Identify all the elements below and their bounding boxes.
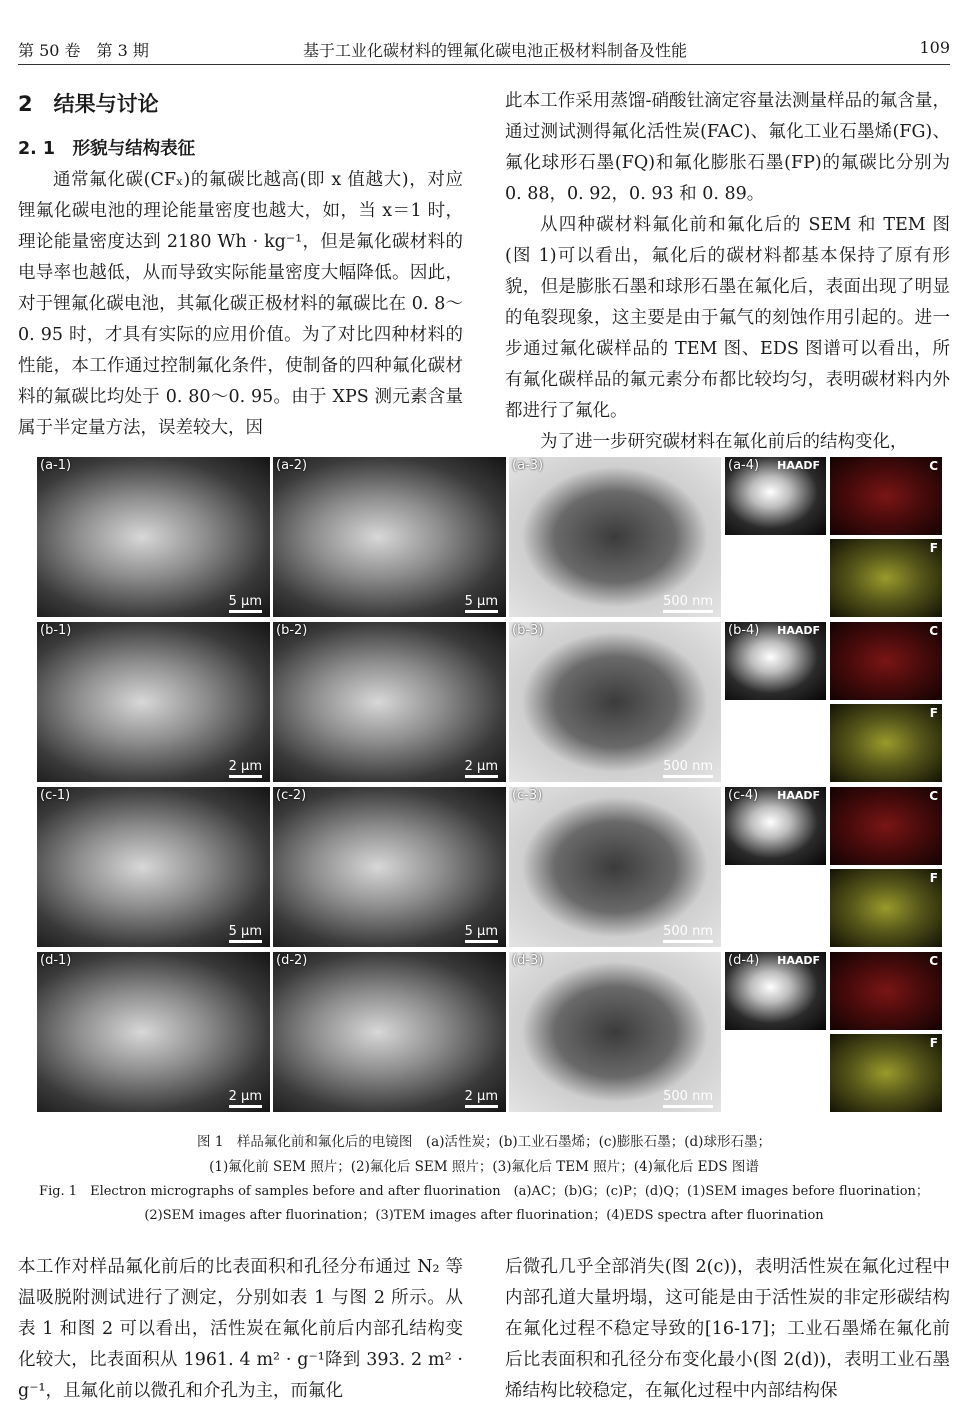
element-label: F: [929, 871, 938, 885]
haadf-image-b4: [725, 622, 826, 700]
panel-label: (d-4): [728, 953, 760, 968]
scale-bar: 2 μm: [465, 759, 498, 778]
tem-image-b3: [509, 622, 721, 782]
sem-image-a1: [37, 457, 270, 617]
scale-bar: 2 μm: [229, 1089, 262, 1108]
paragraph: 为了进一步研究碳材料在氟化前后的结构变化，: [540, 432, 908, 452]
eds-fluorine-map-b: [830, 704, 942, 782]
section-title: 2 结果与讨论: [18, 92, 159, 116]
paragraph: 从四种碳材料氟化前和氟化后的 SEM 和 TEM 图(图 1)可以看出，氟化后的碳材料都基本保持了原有形貌，但是膨胀石墨和球形石墨在氟化后，表面出现了明显的龟裂现象，这主要是由于氟气的刻蚀作用引起的。进一步通过氟化碳样品的 TEM 图、EDS 图谱可以看出，所有氟化碳样品的氟元素分布都比较均匀，表明碳材料内外都进行了氟化。: [505, 215, 950, 421]
element-label: C: [929, 459, 938, 473]
sem-image-c2: [273, 787, 506, 947]
paragraph: 通常氟化碳(CFₓ)的氟碳比越高(即 x 值越大)，对应锂氟化碳电池的理论能量密度也越大，如，当 x＝1 时，理论能量密度达到 2180 Wh · kg⁻¹，但是氟化碳材料的电导率也越低，从而导致实际能量密度大幅降低。因此，对于锂氟化碳电池，其氟化碳正极材料的氟碳比在 0. 8～0. 95 时，才具有实际的应用价值。为了对比四种材料的性能，本工作通过控制氟化条件，使制备的四种氟化碳材料的氟碳比均处于 0. 80～0. 95。由于 XPS 测元素含量属于半定量方法，误差较大，因: [18, 170, 463, 438]
element-label: C: [929, 789, 938, 803]
element-label: F: [929, 1036, 938, 1050]
panel-label: (b-3): [512, 623, 544, 638]
figure-caption-zh-2: (1)氟化前 SEM 照片；(2)氟化后 SEM 照片；(3)氟化后 TEM 照片；(4)氟化后 EDS 图谱: [209, 1159, 759, 1175]
scale-bar: 5 μm: [229, 594, 262, 613]
panel-label: (c-1): [40, 788, 71, 803]
panel-label: (b-1): [40, 623, 72, 638]
sem-image-d2: [273, 952, 506, 1112]
scale-bar: 500 nm: [663, 924, 713, 943]
haadf-label: HAADF: [777, 459, 820, 472]
panel-label: (b-2): [276, 623, 308, 638]
panel-label: (d-2): [276, 953, 308, 968]
panel-label: (a-2): [276, 458, 308, 473]
left-column: [18, 84, 463, 444]
haadf-label: HAADF: [777, 954, 820, 967]
eds-carbon-map-b: [830, 622, 942, 700]
tem-image-a3: [509, 457, 721, 617]
haadf-image-d4: [725, 952, 826, 1030]
paragraph: 此本工作采用蒸馏-硝酸钍滴定容量法测量样品的氟含量，通过测试测得氟化活性炭(FAC)、氟化工业石墨烯(FG)、氟化球形石墨(FQ)和氟化膨胀石墨(FP)的氟碳比分别为 0. 88，0. 92，0. 93 和 0. 89。: [505, 91, 950, 204]
figure-caption-zh-1: 图 1 样品氟化前和氟化后的电镜图 (a)活性炭；(b)工业石墨烯；(c)膨胀石墨；(d)球形石墨；: [197, 1134, 771, 1150]
scale-bar: 2 μm: [229, 759, 262, 778]
panel-label: (c-2): [276, 788, 307, 803]
eds-carbon-map-a: [830, 457, 942, 535]
panel-label: (c-3): [512, 788, 543, 803]
sem-image-b1: [37, 622, 270, 782]
panel-label: (a-4): [728, 458, 760, 473]
figure-caption-en-1: Fig. 1 Electron micrographs of samples before and after fluorination (a)AC；(b)G；(c)P；(d)Q；(1)SEM images before fluorination；: [39, 1184, 929, 1199]
scale-bar: 5 μm: [465, 594, 498, 613]
bottom-right-column: [505, 1252, 950, 1407]
haadf-label: HAADF: [777, 624, 820, 637]
tem-image-c3: [509, 787, 721, 947]
volume-issue: 第 50 卷 第 3 期: [18, 41, 149, 60]
running-header: [18, 38, 950, 65]
panel-label: (d-3): [512, 953, 544, 968]
scale-bar: 500 nm: [663, 1089, 713, 1108]
eds-fluorine-map-c: [830, 869, 942, 947]
sem-image-c1: [37, 787, 270, 947]
sem-image-d1: [37, 952, 270, 1112]
panel-label: (d-1): [40, 953, 72, 968]
sem-image-b2: [273, 622, 506, 782]
bottom-left-column: [18, 1252, 463, 1407]
panel-label: (a-3): [512, 458, 544, 473]
element-label: F: [929, 706, 938, 720]
haadf-image-a4: [725, 457, 826, 535]
scale-bar: 2 μm: [465, 1089, 498, 1108]
figure-caption-en-2: (2)SEM images after fluorination；(3)TEM images after fluorination；(4)EDS spectra after fluorination: [144, 1208, 824, 1223]
eds-fluorine-map-d: [830, 1034, 942, 1112]
paragraph: 后微孔几乎全部消失(图 2(c))，表明活性炭在氟化过程中内部孔道大量坍塌，这可能是由于活性炭的非定形碳结构在氟化过程不稳定导致的[16-17]；工业石墨烯在氟化前后比表面积和孔径分布变化最小(图 2(d))，表明工业石墨烯结构比较稳定，在氟化过程中内部结构保: [505, 1257, 950, 1401]
paragraph: 本工作对样品氟化前后的比表面积和孔径分布通过 N₂ 等温吸脱附测试进行了测定，分别如表 1 与图 2 所示。从表 1 和图 2 可以看出，活性炭在氟化前后内部孔结构变化较大，比表面积从 1961. 4 m² · g⁻¹降到 393. 2 m² · g⁻¹，且氟化前以微孔和介孔为主，而氟化: [18, 1257, 463, 1401]
eds-carbon-map-c: [830, 787, 942, 865]
eds-carbon-map-d: [830, 952, 942, 1030]
subsection-title: 2. 1 形貌与结构表征: [18, 139, 196, 159]
panel-label: (c-4): [728, 788, 759, 803]
element-label: C: [929, 624, 938, 638]
scale-bar: 5 μm: [229, 924, 262, 943]
scale-bar: 500 nm: [663, 594, 713, 613]
right-column: [505, 86, 950, 458]
scale-bar: 5 μm: [465, 924, 498, 943]
panel-label: (b-4): [728, 623, 760, 638]
figure-1: [37, 457, 942, 1117]
tem-image-d3: [509, 952, 721, 1112]
scale-bar: 500 nm: [663, 759, 713, 778]
element-label: F: [929, 541, 938, 555]
panel-label: (a-1): [40, 458, 72, 473]
page-number: 109: [919, 38, 950, 57]
running-title: 基于工业化碳材料的锂氟化碳电池正极材料制备及性能: [303, 41, 688, 60]
eds-fluorine-map-a: [830, 539, 942, 617]
sem-image-a2: [273, 457, 506, 617]
haadf-label: HAADF: [777, 789, 820, 802]
element-label: C: [929, 954, 938, 968]
haadf-image-c4: [725, 787, 826, 865]
